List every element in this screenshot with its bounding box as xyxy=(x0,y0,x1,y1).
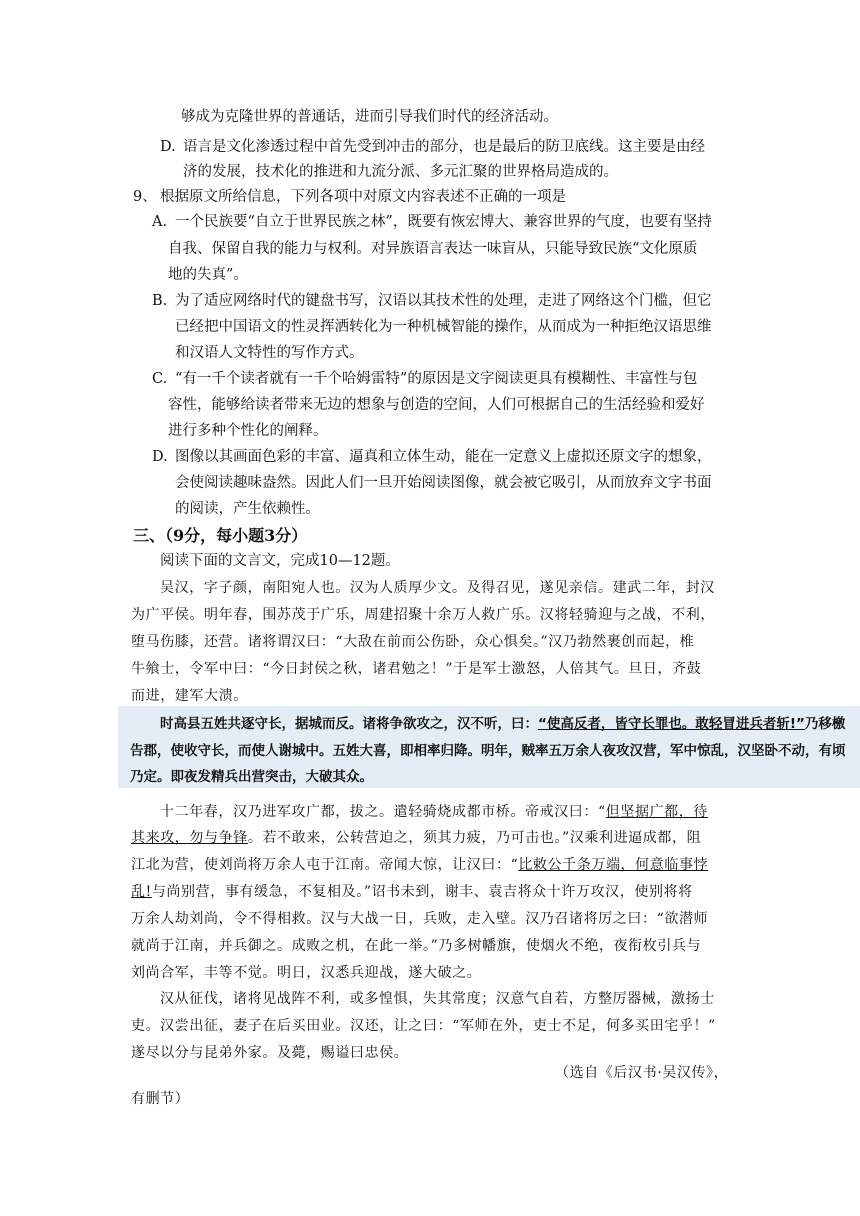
highlighted-paragraph xyxy=(118,706,860,788)
passage-p3-line-2: 其来攻，勿与争锋。若不敢来，公转营迫之，须其力疲，乃可击也。”汉乘利进逼成都，阻 xyxy=(131,830,702,846)
passage-p2-line-2: 告郡，使收守长，而使人谢城中。五姓大喜，即相率归降。明年，贼率五万余人夜攻汉营，军中惊乱，汉坚卧不动，有顷 xyxy=(130,743,846,759)
passage-p3-line-6: 就尚于江南，并兵御之。成败之机，在此一举。”乃多树幡旗，使烟火不绝，夜衔枚引兵与 xyxy=(131,938,702,954)
section-instruction: 阅读下面的文言文，完成10—12题。 xyxy=(160,553,400,569)
prev-option-d-line-1: 语言是文化渗透过程中首先受到冲击的部分，也是最后的防卫底线。这主要是由经 xyxy=(183,139,705,155)
q9-option-b-label: B. xyxy=(152,293,168,309)
passage-p3-line-4: 乱!与尚别营，事有缓急，不复相及。”诏书未到，谢丰、袁吉将众十许万攻汉，使别将将 xyxy=(131,884,693,900)
passage-p3-line-3: 江北为营，使刘尚将万余人屯于江南。帝闻大惊，让汉曰：“比敕公千条万端，何意临事悖 xyxy=(131,857,709,873)
q9-option-d-line-1: 图像以其画面色彩的丰富、逼真和立体生动，能在一定意义上虚拟还原文字的想象， xyxy=(175,449,712,465)
q9-option-c-line-1: “有一千个读者就有一千个哈姆雷特”的原因是文字阅读更具有模糊性、丰富性与包 xyxy=(175,371,698,387)
source-citation-cont: 有删节） xyxy=(131,1091,190,1107)
q9-option-b-line-1: 为了适应网络时代的键盘书写，汉语以其技术性的处理，走进了网络这个门槛，但它 xyxy=(175,293,712,309)
passage-p2-line-3: 乃定。即夜发精兵出营突击，大破其众。 xyxy=(130,769,373,785)
passage-p2-line-1: 时高县五姓共逐守长，据城而反。诸将争欲攻之，汉不听，曰：“使高反者，皆守长罪也。敢轻冒进兵者斩!”乃移檄 xyxy=(160,716,846,732)
passage-p1-line-5: 而进，建军大溃。 xyxy=(131,688,248,704)
passage-p1-line-1: 吴汉，字子颜，南阳宛人也。汉为人质厚少文。及得召见，遂见亲信。建武二年，封汉 xyxy=(160,580,715,596)
passage-p1-line-3: 堕马伤膝，还营。诸将谓汉曰：“大敌在前而公伤卧，众心惧矣。”汉乃勃然裹创而起，椎 xyxy=(131,634,695,650)
passage-p4-line-2: 吏。汉尝出征，妻子在后买田业。汉还，让之曰：“军师在外，吏士不足，何多买田宅乎！” xyxy=(131,1018,716,1034)
q9-option-b-line-2: 已经把中国语文的性灵挥洒转化为一种机械智能的操作，从而成为一种拒绝汉语思维 xyxy=(175,319,712,335)
prev-option-d-label: D. xyxy=(160,139,176,155)
q9-option-c-line-3: 进行多种个性化的阐释。 xyxy=(168,423,328,439)
q9-option-b-line-3: 和汉语人文特性的写作方式。 xyxy=(175,345,364,361)
source-citation: （选自《后汉书·吴汉传》， xyxy=(555,1065,729,1081)
section-heading: 三、（9分，每小题3分） xyxy=(133,526,308,545)
q9-option-a-line-2: 自我、保留自我的能力与权利。对异族语言表达一味盲从，只能导致民族“文化原质 xyxy=(168,241,698,257)
q9-stem: 根据原文所给信息，下列各项中对原文内容表述不正确的一项是 xyxy=(160,189,566,205)
q9-option-a-line-3: 地的失真”。 xyxy=(168,267,248,283)
q9-option-d-line-2: 会使阅读趣味盎然。因此人们一旦开始阅读图像，就会被它吸引，从而放弃文字书面 xyxy=(175,475,712,491)
passage-p4-line-1: 汉从征伐，诸将见战阵不利，或多惶惧，失其常度；汉意气自若，方整厉器械，激扬士 xyxy=(160,991,715,1007)
passage-p1-line-4: 牛飨士，令军中曰：“今日封侯之秋，诸君勉之！”于是军士激怒，人倍其气。旦日，齐鼓 xyxy=(131,661,702,677)
q9-option-c-line-2: 容性，能够给读者带来无边的想象与创造的空间，人们可根据自己的生活经验和爱好 xyxy=(168,397,705,413)
q9-option-c-label: C. xyxy=(152,371,168,387)
passage-p3-line-1: 十二年春，汉乃进军攻广都，拔之。遣轻骑烧成都市桥。帝戒汉曰：“但坚据广都，待 xyxy=(160,804,708,820)
passage-p1-line-2: 为广平侯。明年春，围苏茂于广乐，周建招聚十余万人救广乐。汉将轻骑迎与之战，不利， xyxy=(131,607,715,623)
q9-number: 9、 xyxy=(133,189,157,205)
passage-p3-line-7: 刘尚合军，丰等不觉。明日，汉悉兵迎战，遂大破之。 xyxy=(131,965,482,981)
prev-option-d-line-2: 济的发展，技术化的推进和九流分派、多元汇聚的世界格局造成的。 xyxy=(183,164,618,180)
q9-option-d-line-3: 的阅读，产生依赖性。 xyxy=(175,501,320,517)
q9-option-a-line-1: 一个民族要“自立于世界民族之林”，既要有恢宏博大、兼容世界的气度，也要有坚持 xyxy=(175,214,712,230)
passage-p4-line-3: 遂尽以分与昆弟外家。及薨，赐谥曰忠侯。 xyxy=(131,1045,409,1061)
q9-option-a-label: A. xyxy=(152,214,168,230)
q9-option-d-label: D. xyxy=(152,449,168,465)
passage-p3-line-5: 万余人劫刘尚，令不得相救。汉与大战一日，兵败，走入壁。汉乃召诸将厉之曰：“欲潜师 xyxy=(131,911,709,927)
prev-option-c-line: 够成为克隆世界的普通话，进而引导我们时代的经济活动。 xyxy=(181,109,558,125)
